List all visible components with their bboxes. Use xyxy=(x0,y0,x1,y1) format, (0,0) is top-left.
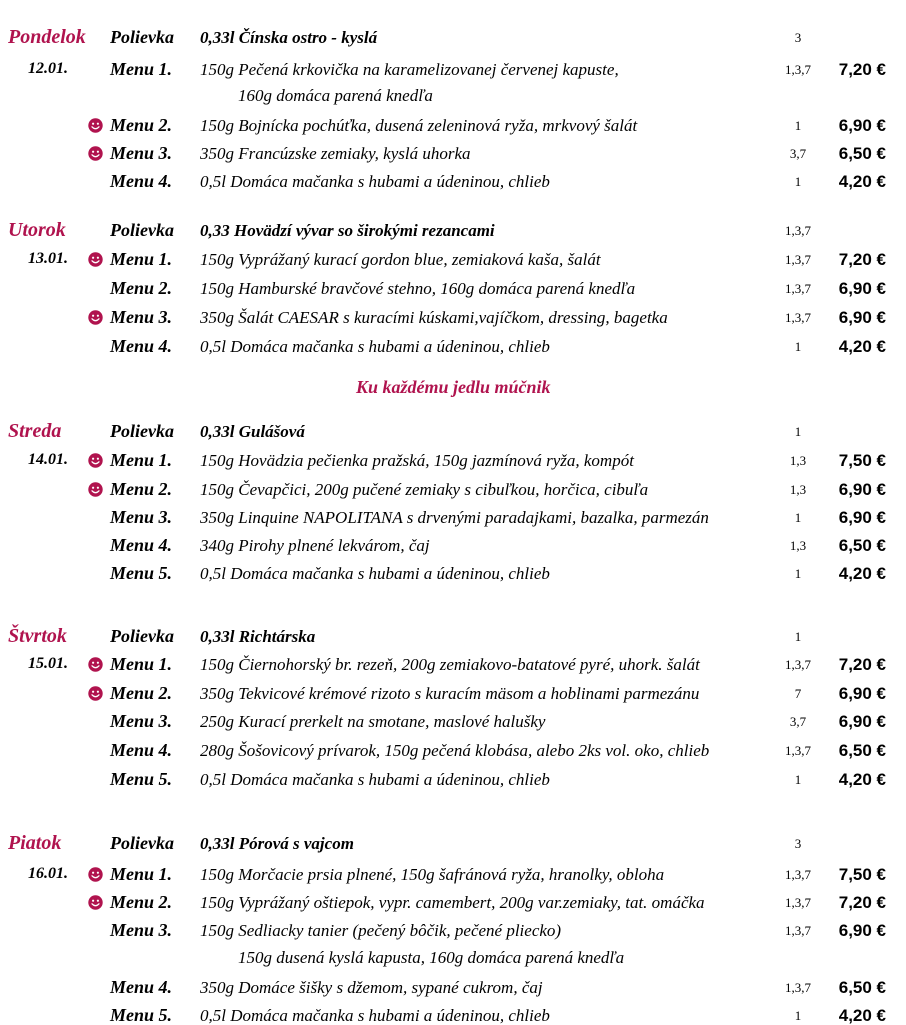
menu-label: Menu 3. xyxy=(110,920,173,940)
menu-price: 7,50 € xyxy=(838,451,886,470)
soup-label: Polievka xyxy=(110,833,174,853)
menu-allergens: 3,7 xyxy=(789,714,807,729)
menu-description: 0,5l Domáca mačanka s hubami a údeninou, chlieb xyxy=(200,770,550,789)
soup-name: 0,33 Hovädzí vývar so širokými rezancami xyxy=(200,221,495,240)
menu-allergens: 1,3,7 xyxy=(785,867,811,882)
menu-allergens: 3,7 xyxy=(789,146,807,161)
menu-allergens: 1,3,7 xyxy=(785,657,811,672)
menu-description: 150g Čevapčici, 200g pučené zemiaky s cibuľkou, horčica, cibuľa xyxy=(200,480,649,499)
menu-label: Menu 3. xyxy=(110,143,173,163)
soup-name: 0,33l Čínska ostro - kyslá xyxy=(200,28,378,47)
menu-price: 6,90 € xyxy=(838,508,886,527)
menu-price: 6,90 € xyxy=(838,712,886,731)
soup-allergens: 3 xyxy=(794,836,802,851)
soup-allergens: 1,3,7 xyxy=(785,223,811,238)
menu-allergens: 1 xyxy=(794,174,802,189)
menu-price: 6,90 € xyxy=(838,279,886,298)
day-name: Pondelok xyxy=(8,26,86,48)
menu-price: 4,20 € xyxy=(838,337,886,356)
menu-description: 0,5l Domáca mačanka s hubami a údeninou, chlieb xyxy=(200,172,550,191)
menu-label: Menu 4. xyxy=(110,535,173,555)
menu-label: Menu 1. xyxy=(110,59,173,79)
menu-description: 150g Pečená krkovička na karamelizovanej červenej kapuste, xyxy=(200,60,619,79)
menu-price: 6,50 € xyxy=(838,144,886,163)
menu-label: Menu 5. xyxy=(110,1005,173,1025)
day-date: 12.01. xyxy=(28,60,68,77)
menu-description: 350g Francúzske zemiaky, kyslá uhorka xyxy=(200,144,471,163)
smiley-icon xyxy=(88,146,103,161)
menu-price: 7,20 € xyxy=(838,60,886,79)
menu-allergens: 1,3,7 xyxy=(785,252,811,267)
menu-allergens: 1 xyxy=(794,339,802,354)
menu-description: 150g Vyprážaný kurací gordon blue, zemiaková kaša, šalát xyxy=(200,250,601,269)
menu-label: Menu 1. xyxy=(110,450,173,470)
menu-description: 350g Domáce šišky s džemom, sypané cukrom, čaj xyxy=(200,978,543,997)
menu-label: Menu 4. xyxy=(110,977,173,997)
menu-allergens: 1,3,7 xyxy=(785,62,811,77)
menu-price: 4,20 € xyxy=(838,1006,886,1025)
menu-allergens: 1,3,7 xyxy=(785,895,811,910)
soup-label: Polievka xyxy=(110,220,174,240)
menu-description: 150g Hovädzia pečienka pražská, 150g jazmínová ryža, kompót xyxy=(200,451,634,470)
menu-description: 150g Vyprážaný oštiepok, vypr. camembert, 200g var.zemiaky, tat. omáčka xyxy=(200,893,705,912)
soup-allergens: 1 xyxy=(794,629,802,644)
menu-description: 150g Sedliacky tanier (pečený bôčik, pečené pliecko) xyxy=(200,921,562,940)
menu-description: 340g Pirohy plnené lekvárom, čaj xyxy=(200,536,430,555)
menu-description-cont: 150g dusená kyslá kapusta, 160g domáca parená knedľa xyxy=(238,948,625,967)
smiley-icon xyxy=(88,657,103,672)
day-name: Štvrtok xyxy=(8,625,67,647)
menu-price: 6,90 € xyxy=(838,921,886,940)
menu-allergens: 1 xyxy=(794,566,802,581)
menu-description-cont: 160g domáca parená knedľa xyxy=(238,86,433,105)
menu-allergens: 1,3,7 xyxy=(785,281,811,296)
menu-allergens: 1 xyxy=(794,772,802,787)
day-date: 16.01. xyxy=(28,865,68,882)
menu-label: Menu 2. xyxy=(110,115,173,135)
menu-label: Menu 5. xyxy=(110,769,173,789)
menu-label: Menu 2. xyxy=(110,278,173,298)
menu-price: 6,90 € xyxy=(838,116,886,135)
menu-label: Menu 3. xyxy=(110,711,173,731)
menu-description: 350g Šalát CAESAR s kuracími kúskami,vajíčkom, dressing, bagetka xyxy=(200,308,668,327)
menu-allergens: 1,3 xyxy=(789,538,807,553)
menu-label: Menu 2. xyxy=(110,892,173,912)
smiley-icon xyxy=(88,453,103,468)
menu-price: 4,20 € xyxy=(838,564,886,583)
menu-price: 6,50 € xyxy=(838,978,886,997)
menu-label: Menu 5. xyxy=(110,563,173,583)
day-name: Utorok xyxy=(8,219,66,241)
menu-price: 7,50 € xyxy=(838,865,886,884)
menu-label: Menu 4. xyxy=(110,740,173,760)
smiley-icon xyxy=(88,895,103,910)
menu-description: 150g Bojnícka pochúťka, dusená zeleninová ryža, mrkvový šalát xyxy=(200,116,638,135)
menu-allergens: 1 xyxy=(794,118,802,133)
menu-allergens: 1,3,7 xyxy=(785,310,811,325)
menu-description: 250g Kurací prerkelt na smotane, maslové halušky xyxy=(200,712,546,731)
menu-allergens: 1 xyxy=(794,1008,802,1023)
menu-description: 150g Čiernohorský br. rezeň, 200g zemiakovo-batatové pyré, uhork. šalát xyxy=(200,655,700,674)
dessert-note: Ku každému jedlu múčnik xyxy=(356,377,551,397)
menu-price: 4,20 € xyxy=(838,172,886,191)
soup-label: Polievka xyxy=(110,626,174,646)
menu-description: 150g Morčacie prsia plnené, 150g šafránová ryža, hranolky, obloha xyxy=(200,865,665,884)
menu-description: 150g Hamburské bravčové stehno, 160g domáca parená knedľa xyxy=(200,279,636,298)
menu-label: Menu 3. xyxy=(110,307,173,327)
smiley-icon xyxy=(88,252,103,267)
menu-price: 6,90 € xyxy=(838,480,886,499)
menu-label: Menu 4. xyxy=(110,171,173,191)
soup-label: Polievka xyxy=(110,421,174,441)
soup-allergens: 1 xyxy=(794,424,802,439)
menu-label: Menu 1. xyxy=(110,654,173,674)
menu-description: 0,5l Domáca mačanka s hubami a údeninou, chlieb xyxy=(200,564,550,583)
menu-label: Menu 4. xyxy=(110,336,173,356)
smiley-icon xyxy=(88,118,103,133)
soup-name: 0,33l Pórová s vajcom xyxy=(200,834,354,853)
menu-description: 0,5l Domáca mačanka s hubami a údeninou, chlieb xyxy=(200,1006,550,1025)
menu-allergens: 1 xyxy=(794,510,802,525)
menu-price: 7,20 € xyxy=(838,655,886,674)
menu-price: 6,90 € xyxy=(838,308,886,327)
menu-description: 0,5l Domáca mačanka s hubami a údeninou, chlieb xyxy=(200,337,550,356)
smiley-icon xyxy=(88,686,103,701)
menu-label: Menu 3. xyxy=(110,507,173,527)
menu-price: 6,90 € xyxy=(838,684,886,703)
smiley-icon xyxy=(88,867,103,882)
menu-price: 6,50 € xyxy=(838,741,886,760)
smiley-icon xyxy=(88,482,103,497)
menu-allergens: 1,3,7 xyxy=(785,923,811,938)
menu-label: Menu 1. xyxy=(110,249,173,269)
menu-allergens: 1,3,7 xyxy=(785,980,811,995)
soup-name: 0,33l Gulášová xyxy=(200,422,305,441)
menu-description: 350g Tekvicové krémové rizoto s kuracím mäsom a hoblinami parmezánu xyxy=(200,684,700,703)
menu-label: Menu 1. xyxy=(110,864,173,884)
menu-allergens: 1,3 xyxy=(789,453,807,468)
menu-description: 280g Šošovicový prívarok, 150g pečená klobása, alebo 2ks vol. oko, chlieb xyxy=(200,741,710,760)
menu-price: 7,20 € xyxy=(838,893,886,912)
menu-allergens: 1,3,7 xyxy=(785,743,811,758)
menu-price: 7,20 € xyxy=(838,250,886,269)
menu-price: 6,50 € xyxy=(838,536,886,555)
soup-name: 0,33l Richtárska xyxy=(200,627,316,646)
smiley-icon xyxy=(88,310,103,325)
menu-price: 4,20 € xyxy=(838,770,886,789)
day-date: 15.01. xyxy=(28,655,68,672)
day-date: 13.01. xyxy=(28,250,68,267)
menu-label: Menu 2. xyxy=(110,683,173,703)
day-name: Piatok xyxy=(8,832,62,854)
menu-allergens: 1,3 xyxy=(789,482,807,497)
day-name: Streda xyxy=(8,420,62,442)
soup-label: Polievka xyxy=(110,27,174,47)
menu-label: Menu 2. xyxy=(110,479,173,499)
soup-allergens: 3 xyxy=(794,30,802,45)
menu-description: 350g Linquine NAPOLITANA s drvenými paradajkami, bazalka, parmezán xyxy=(200,508,709,527)
day-date: 14.01. xyxy=(28,451,68,468)
menu-allergens: 7 xyxy=(794,686,802,701)
